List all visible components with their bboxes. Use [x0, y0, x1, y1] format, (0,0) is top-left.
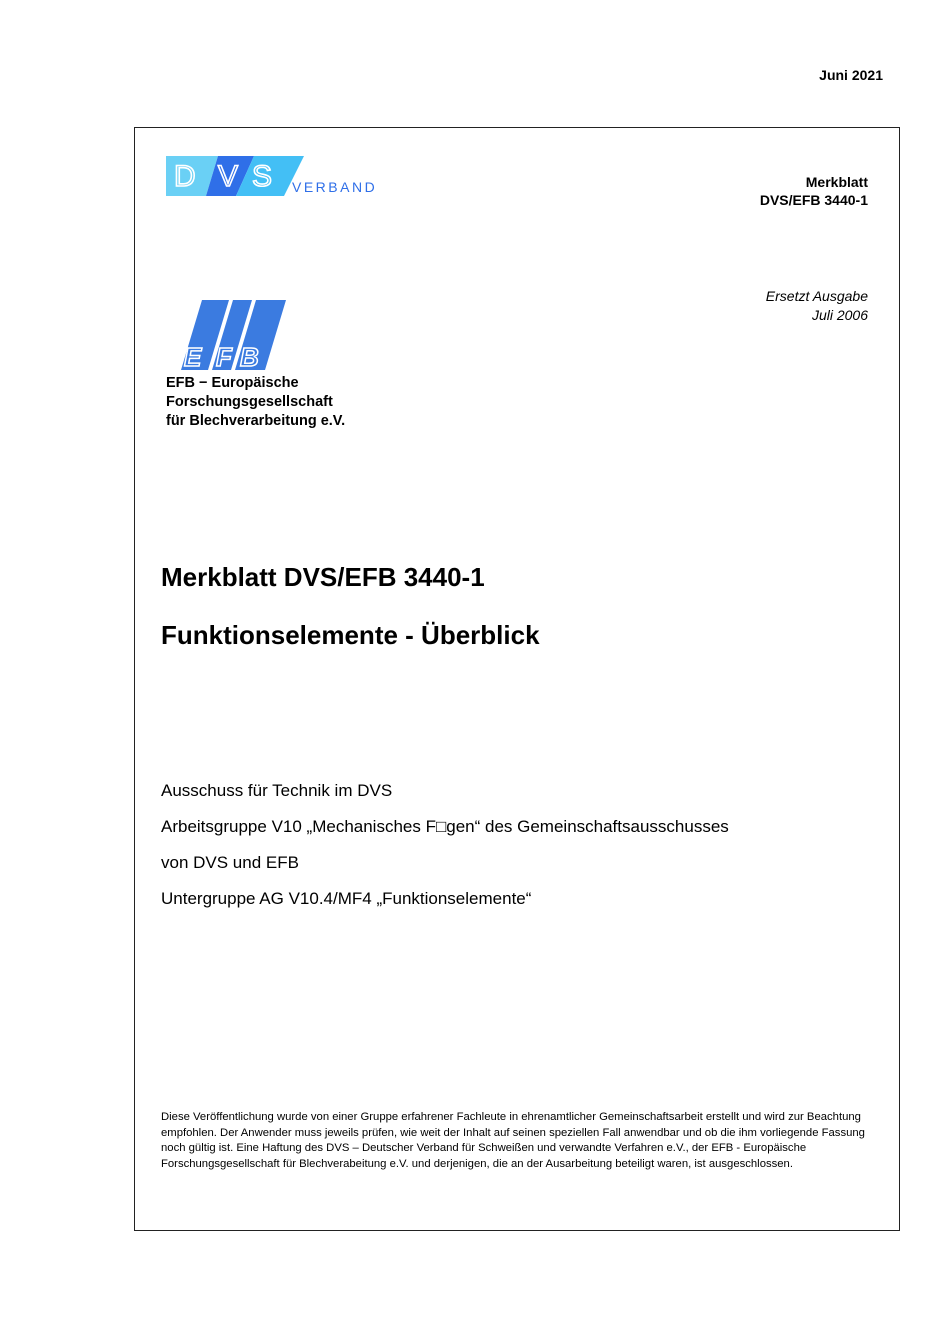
svg-text:B: B [240, 342, 259, 370]
efb-organization-name: EFB − Europäische Forschungsgesellschaft für Blechverarbeitung e.V. [166, 375, 346, 429]
committee-line: Ausschuss für Technik im DVS [161, 781, 393, 800]
svg-text:E: E [184, 342, 202, 370]
disclaimer-text: Diese Veröffentlichung wurde von einer Gruppe erfahrener Fachleute in ehrenamtlicher Gemeinschaftsarbeit erstellt und wird zur Beachtung empfohlen. Der Anwender muss jeweils prüfen, wie weit der Inhalt auf seinen speziellen Fall anwendbar und ob die ihm vorliegende Fassung noch gültig ist. Eine Haftung des DVS – Deutscher Verband für Schweißen und verwandte Verfahren e.V., der EFB - Europäische Forschungsgesellschaft für Blechverabeitung e.V. und derjenigen, die an der Ausarbeitung beteiligt waren, ist ausgeschlossen. [161, 1111, 865, 1170]
svg-text:D: D [174, 160, 196, 193]
committee-line: Untergruppe AG V10.4/MF4 „Funktionselemente“ [161, 889, 532, 908]
publication-date: Juni 2021 [819, 67, 883, 83]
svg-text:VERBAND: VERBAND [292, 179, 378, 195]
document-id: Merkblatt DVS/EFB 3440-1 [759, 174, 868, 208]
svg-text:S: S [252, 160, 273, 193]
svg-text:V: V [218, 160, 239, 193]
committee-info [161, 781, 729, 925]
efb-logo [174, 300, 289, 370]
document-subtitle: Funktionselemente - Überblick [161, 620, 540, 650]
committee-line: Arbeitsgruppe V10 „Mechanisches F□gen“ des Gemeinschaftsausschusses [161, 817, 729, 836]
dvs-verband-logo [166, 156, 396, 196]
replaces-edition: Ersetzt Ausgabe Juli 2006 [765, 288, 868, 323]
document-title: Merkblatt DVS/EFB 3440-1 [161, 562, 485, 592]
committee-line: von DVS und EFB [161, 853, 299, 872]
svg-text:F: F [216, 342, 232, 370]
